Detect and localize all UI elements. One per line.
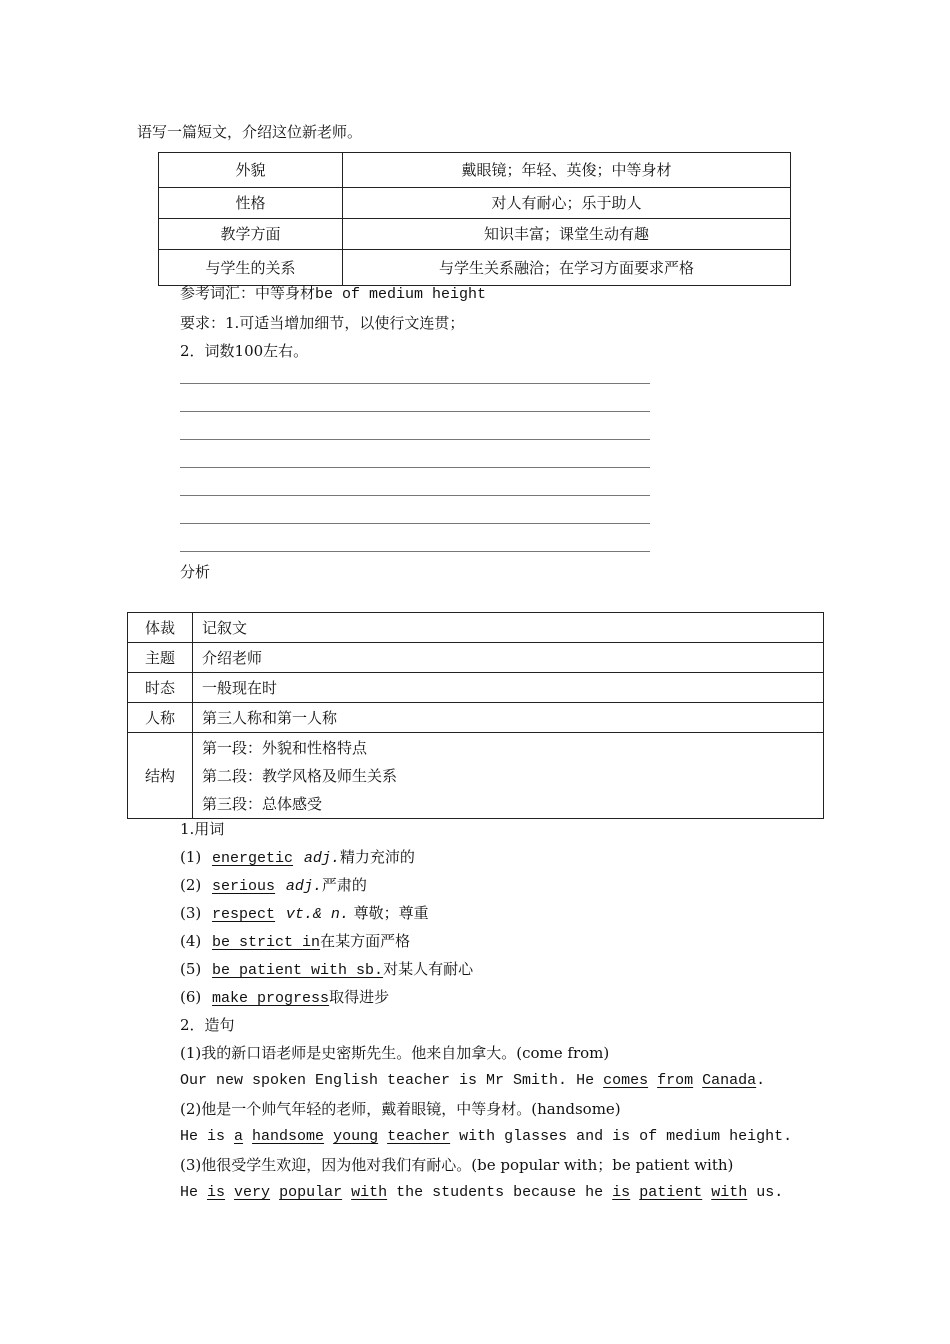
answer-word: young [333, 1128, 379, 1145]
analysis-value-cell: 第三人称和第一人称 [193, 703, 824, 733]
answer-word: from [657, 1072, 694, 1089]
answer-word: a [234, 1128, 244, 1145]
table-row [128, 643, 824, 673]
analysis-value-cell: 介绍老师 [193, 643, 824, 673]
vocab-item [180, 931, 410, 953]
reference-vocab: 参考词汇：中等身材be of medium height [180, 286, 487, 303]
answer-word: teacher [387, 1128, 451, 1145]
structure-cell [193, 733, 824, 819]
table-row [159, 153, 791, 188]
analysis-label-cell: 体裁 [128, 613, 193, 643]
vocab-word: energetic [212, 850, 294, 867]
answer-word: very [234, 1184, 271, 1201]
sentence-text: He is [180, 1128, 235, 1145]
vocab-meaning: 精力充沛的 [339, 848, 415, 866]
analysis-value-cell: 一般现在时 [193, 673, 824, 703]
table-row [128, 673, 824, 703]
table-row [159, 250, 791, 286]
sentence-answer [180, 1183, 783, 1203]
answer-word: popular [279, 1184, 343, 1201]
answer-word: with [351, 1184, 388, 1201]
vocab-item [180, 903, 429, 925]
vocab-item [180, 875, 367, 897]
sentence-prompt: (3)他很受学生欢迎，因为他对我们有耐心。(be popular with；be patient with) [180, 1156, 734, 1174]
structure-line: 第一段：外貌和性格特点 [202, 738, 368, 757]
vocab-meaning: 对某人有耐心 [383, 960, 474, 978]
writing-blank-line[interactable] [180, 439, 650, 440]
vocab-num: (2) [180, 876, 202, 894]
sentence-text: . [756, 1072, 766, 1089]
sentence-text: He [180, 1184, 208, 1201]
vocab-num: (6) [180, 988, 202, 1006]
analysis-label-cell: 结构 [128, 733, 193, 819]
vocab-item [180, 959, 473, 981]
info-desc: 戴眼镜；年轻、英俊；中等身材 [343, 153, 791, 188]
table-row [128, 703, 824, 733]
sentence-prompt: (1)我的新口语老师是史密斯先生。他来自加拿大。(come from) [180, 1044, 610, 1062]
analysis-label-cell: 主题 [128, 643, 193, 673]
answer-word: handsome [252, 1128, 325, 1145]
sentence-text: the students because he [387, 1184, 613, 1201]
vocab-word: serious [212, 878, 276, 895]
answer-word: with [711, 1184, 748, 1201]
table-row [159, 188, 791, 219]
vocab-item [180, 987, 389, 1009]
vocab-word: be strict in [212, 934, 321, 951]
vocab-num: (1) [180, 848, 202, 866]
analysis-label-cell: 人称 [128, 703, 193, 733]
vocab-meaning: 在某方面严格 [320, 932, 411, 950]
vocab-word: make progress [212, 990, 330, 1007]
info-desc: 知识丰富；课堂生动有趣 [343, 219, 791, 250]
intro-text: 语写一篇短文，介绍这位新老师。 [137, 123, 363, 141]
table-row [128, 733, 824, 819]
vocab-num: (5) [180, 960, 202, 978]
requirement-2: 2．词数100左右。 [180, 342, 309, 360]
answer-word: is [207, 1184, 226, 1201]
vocab-num: (3) [180, 904, 202, 922]
sentence-text: Our new spoken English teacher is Mr Smith. He [180, 1072, 604, 1089]
analysis-label-cell: 时态 [128, 673, 193, 703]
info-item: 教学方面 [159, 219, 343, 250]
sentence-prompt: (2)他是一个帅气年轻的老师，戴着眼镜，中等身材。(handsome) [180, 1100, 621, 1118]
sentence-answer [180, 1071, 765, 1091]
answer-word: is [612, 1184, 631, 1201]
info-desc: 对人有耐心；乐于助人 [343, 188, 791, 219]
vocab-pos: vt.& n. [285, 906, 349, 923]
info-item: 性格 [159, 188, 343, 219]
vocab-meaning: 严肃的 [321, 876, 367, 894]
vocab-num: (4) [180, 932, 202, 950]
vocab-heading: 1.用词 [180, 820, 225, 838]
sentence-heading: 2．造句 [180, 1016, 235, 1034]
vocab-word: be patient with sb. [212, 962, 384, 979]
analysis-table [127, 612, 824, 819]
answer-word: patient [639, 1184, 703, 1201]
analysis-label: 分析 [180, 563, 211, 581]
writing-blank-line[interactable] [180, 523, 650, 524]
info-item: 外貌 [159, 153, 343, 188]
writing-blank-line[interactable] [180, 495, 650, 496]
sentence-text: with glasses and is of medium height. [450, 1128, 793, 1145]
analysis-value-cell: 记叙文 [193, 613, 824, 643]
structure-line: 第二段：教学风格及师生关系 [202, 766, 398, 785]
sentence-text: us. [747, 1184, 784, 1201]
teacher-info-table [158, 152, 791, 286]
vocab-meaning: 取得进步 [329, 988, 390, 1006]
vocab-pos: adj. [303, 850, 340, 867]
answer-word: comes [603, 1072, 649, 1089]
vocab-word: respect [212, 906, 276, 923]
vocab-meaning: 尊敬；尊重 [353, 904, 429, 922]
writing-blank-line[interactable] [180, 411, 650, 412]
info-desc: 与学生关系融洽；在学习方面要求严格 [343, 250, 791, 286]
writing-blank-line[interactable] [180, 551, 650, 552]
answer-word: Canada [702, 1072, 757, 1089]
table-row [159, 219, 791, 250]
writing-blank-line[interactable] [180, 383, 650, 384]
sentence-answer [180, 1127, 792, 1147]
writing-blank-line[interactable] [180, 467, 650, 468]
table-row [128, 613, 824, 643]
vocab-pos: adj. [285, 878, 322, 895]
info-item: 与学生的关系 [159, 250, 343, 286]
vocab-item [180, 847, 415, 869]
requirement-1: 要求：1.可适当增加细节，以使行文连贯； [180, 314, 465, 332]
structure-line: 第三段：总体感受 [202, 794, 323, 813]
